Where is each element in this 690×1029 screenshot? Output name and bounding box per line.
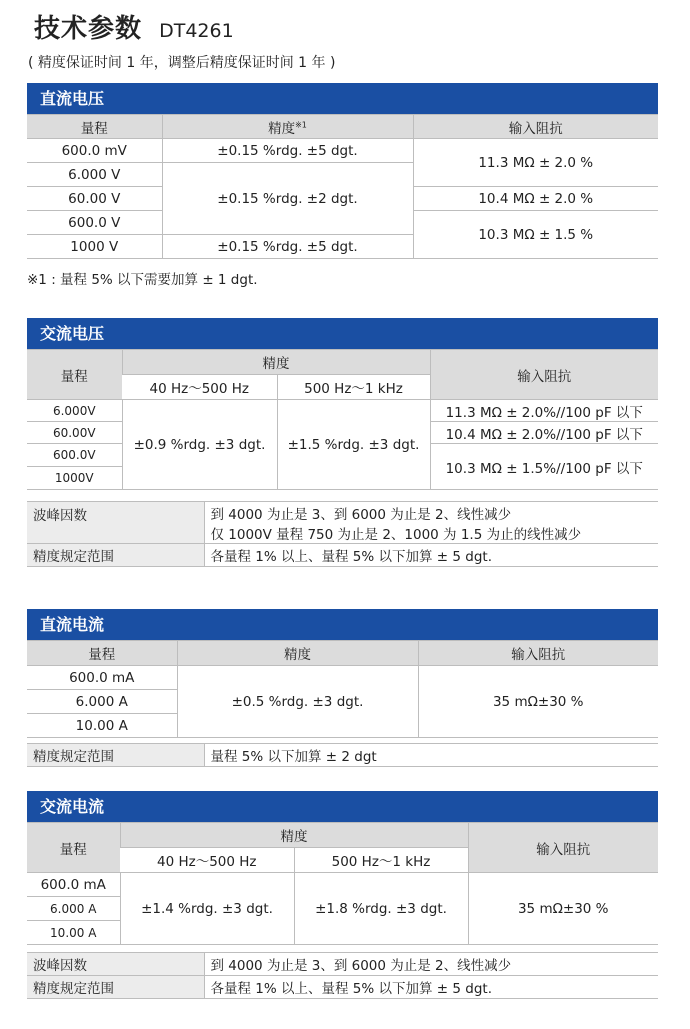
range-cell: 10.00 A bbox=[27, 921, 120, 945]
range-cell: 600.0 V bbox=[27, 211, 162, 235]
accuracy-cell: ±0.5 %rdg. ±3 dgt. bbox=[177, 666, 418, 738]
header-accuracy: 精度 bbox=[177, 641, 418, 666]
impedance-cell: 11.3 MΩ ± 2.0 % bbox=[413, 139, 658, 187]
range-cell: 600.0 mV bbox=[27, 139, 162, 163]
header-accuracy: 精度 bbox=[120, 823, 468, 848]
range-cell: 60.00V bbox=[27, 422, 122, 444]
ac-current-table bbox=[27, 822, 658, 945]
impedance-cell: 10.4 MΩ ± 2.0%//100 pF 以下 bbox=[430, 422, 658, 444]
header-input-impedance: 输入阻抗 bbox=[413, 115, 658, 139]
header-range: 量程 bbox=[27, 641, 177, 666]
accuracy-range-value: 量程 5% 以下加算 ± 2 dgt bbox=[204, 744, 658, 767]
accuracy-range-value: 各量程 1% 以上、量程 5% 以下加算 ± 5 dgt. bbox=[204, 544, 658, 567]
header-freq-band-2: 500 Hz～1 kHz bbox=[277, 375, 430, 400]
accuracy-cell: ±1.8 %rdg. ±3 dgt. bbox=[294, 873, 468, 945]
crest-factor-line-2: 仅 1000V 量程 750 为止是 2、1000 为 1.5 为止的线性减少 bbox=[210, 526, 582, 543]
header-accuracy: 精度 bbox=[122, 350, 430, 375]
section-bar-dc-voltage: 直流电压 bbox=[27, 83, 658, 114]
accuracy-cell: ±1.4 %rdg. ±3 dgt. bbox=[120, 873, 294, 945]
model-number: DT4261 bbox=[159, 20, 234, 42]
impedance-cell: 35 mΩ±30 % bbox=[468, 873, 658, 945]
impedance-cell: 11.3 MΩ ± 2.0%//100 pF 以下 bbox=[430, 400, 658, 422]
impedance-cell: 10.3 MΩ ± 1.5 % bbox=[413, 211, 658, 259]
crest-factor-label: 波峰因数 bbox=[27, 953, 204, 976]
impedance-cell: 10.4 MΩ ± 2.0 % bbox=[413, 187, 658, 211]
page-title-row bbox=[34, 8, 234, 45]
range-cell: 10.00 A bbox=[27, 714, 177, 738]
crest-factor-value bbox=[204, 502, 658, 544]
dc-voltage-table bbox=[27, 114, 658, 259]
accuracy-cell: ±0.15 %rdg. ±2 dgt. bbox=[162, 163, 413, 235]
accuracy-cell: ±1.5 %rdg. ±3 dgt. bbox=[277, 400, 430, 490]
range-cell: 600.0 mA bbox=[27, 873, 120, 897]
range-cell: 1000V bbox=[27, 467, 122, 490]
header-input-impedance: 输入阻抗 bbox=[430, 350, 658, 400]
ac-voltage-extra-table bbox=[27, 501, 658, 567]
impedance-cell: 10.3 MΩ ± 1.5%//100 pF 以下 bbox=[430, 444, 658, 490]
range-cell: 600.0V bbox=[27, 444, 122, 467]
section-bar-dc-current: 直流电流 bbox=[27, 609, 658, 640]
header-input-impedance: 输入阻抗 bbox=[418, 641, 658, 666]
header-range: 量程 bbox=[27, 115, 162, 139]
crest-factor-line-1: 到 4000 为止是 3、到 6000 为止是 2、线性减少 bbox=[210, 506, 512, 523]
crest-factor-value: 到 4000 为止是 3、到 6000 为止是 2、线性减少 bbox=[204, 953, 658, 976]
accuracy-cell: ±0.9 %rdg. ±3 dgt. bbox=[122, 400, 277, 490]
page-subtitle: ( 精度保证时间 1 年，调整后精度保证时间 1 年 ) bbox=[28, 55, 336, 71]
accuracy-cell: ±0.15 %rdg. ±5 dgt. bbox=[162, 139, 413, 163]
header-freq-band-1: 40 Hz～500 Hz bbox=[120, 848, 294, 873]
range-cell: 6.000V bbox=[27, 400, 122, 422]
accuracy-range-label: 精度规定范围 bbox=[27, 976, 204, 999]
header-input-impedance: 输入阻抗 bbox=[468, 823, 658, 873]
header-accuracy-label: 精度 bbox=[268, 120, 296, 137]
ac-current-extra-table bbox=[27, 952, 658, 999]
header-freq-band-1: 40 Hz～500 Hz bbox=[122, 375, 277, 400]
impedance-cell: 35 mΩ±30 % bbox=[418, 666, 658, 738]
accuracy-range-label: 精度规定范围 bbox=[27, 744, 204, 767]
accuracy-range-label: 精度规定范围 bbox=[27, 544, 204, 567]
footnote-marker: ※1 bbox=[295, 120, 307, 129]
section-bar-ac-current: 交流电流 bbox=[27, 791, 658, 822]
footnote: ※1 : 量程 5% 以下需要加算 ± 1 dgt. bbox=[27, 272, 258, 288]
crest-factor-label: 波峰因数 bbox=[27, 502, 204, 544]
accuracy-cell: ±0.15 %rdg. ±5 dgt. bbox=[162, 235, 413, 259]
ac-voltage-table bbox=[27, 349, 658, 490]
range-cell: 6.000 A bbox=[27, 897, 120, 921]
header-accuracy bbox=[162, 115, 413, 139]
page-title: 技术参数 bbox=[34, 14, 143, 44]
range-cell: 6.000 A bbox=[27, 690, 177, 714]
range-cell: 60.00 V bbox=[27, 187, 162, 211]
range-cell: 600.0 mA bbox=[27, 666, 177, 690]
range-cell: 1000 V bbox=[27, 235, 162, 259]
range-cell: 6.000 V bbox=[27, 163, 162, 187]
header-freq-band-2: 500 Hz～1 kHz bbox=[294, 848, 468, 873]
dc-current-extra-table bbox=[27, 743, 658, 767]
header-range: 量程 bbox=[27, 350, 122, 400]
header-range: 量程 bbox=[27, 823, 120, 873]
dc-current-table bbox=[27, 640, 658, 738]
section-bar-ac-voltage: 交流电压 bbox=[27, 318, 658, 349]
accuracy-range-value: 各量程 1% 以上、量程 5% 以下加算 ± 5 dgt. bbox=[204, 976, 658, 999]
